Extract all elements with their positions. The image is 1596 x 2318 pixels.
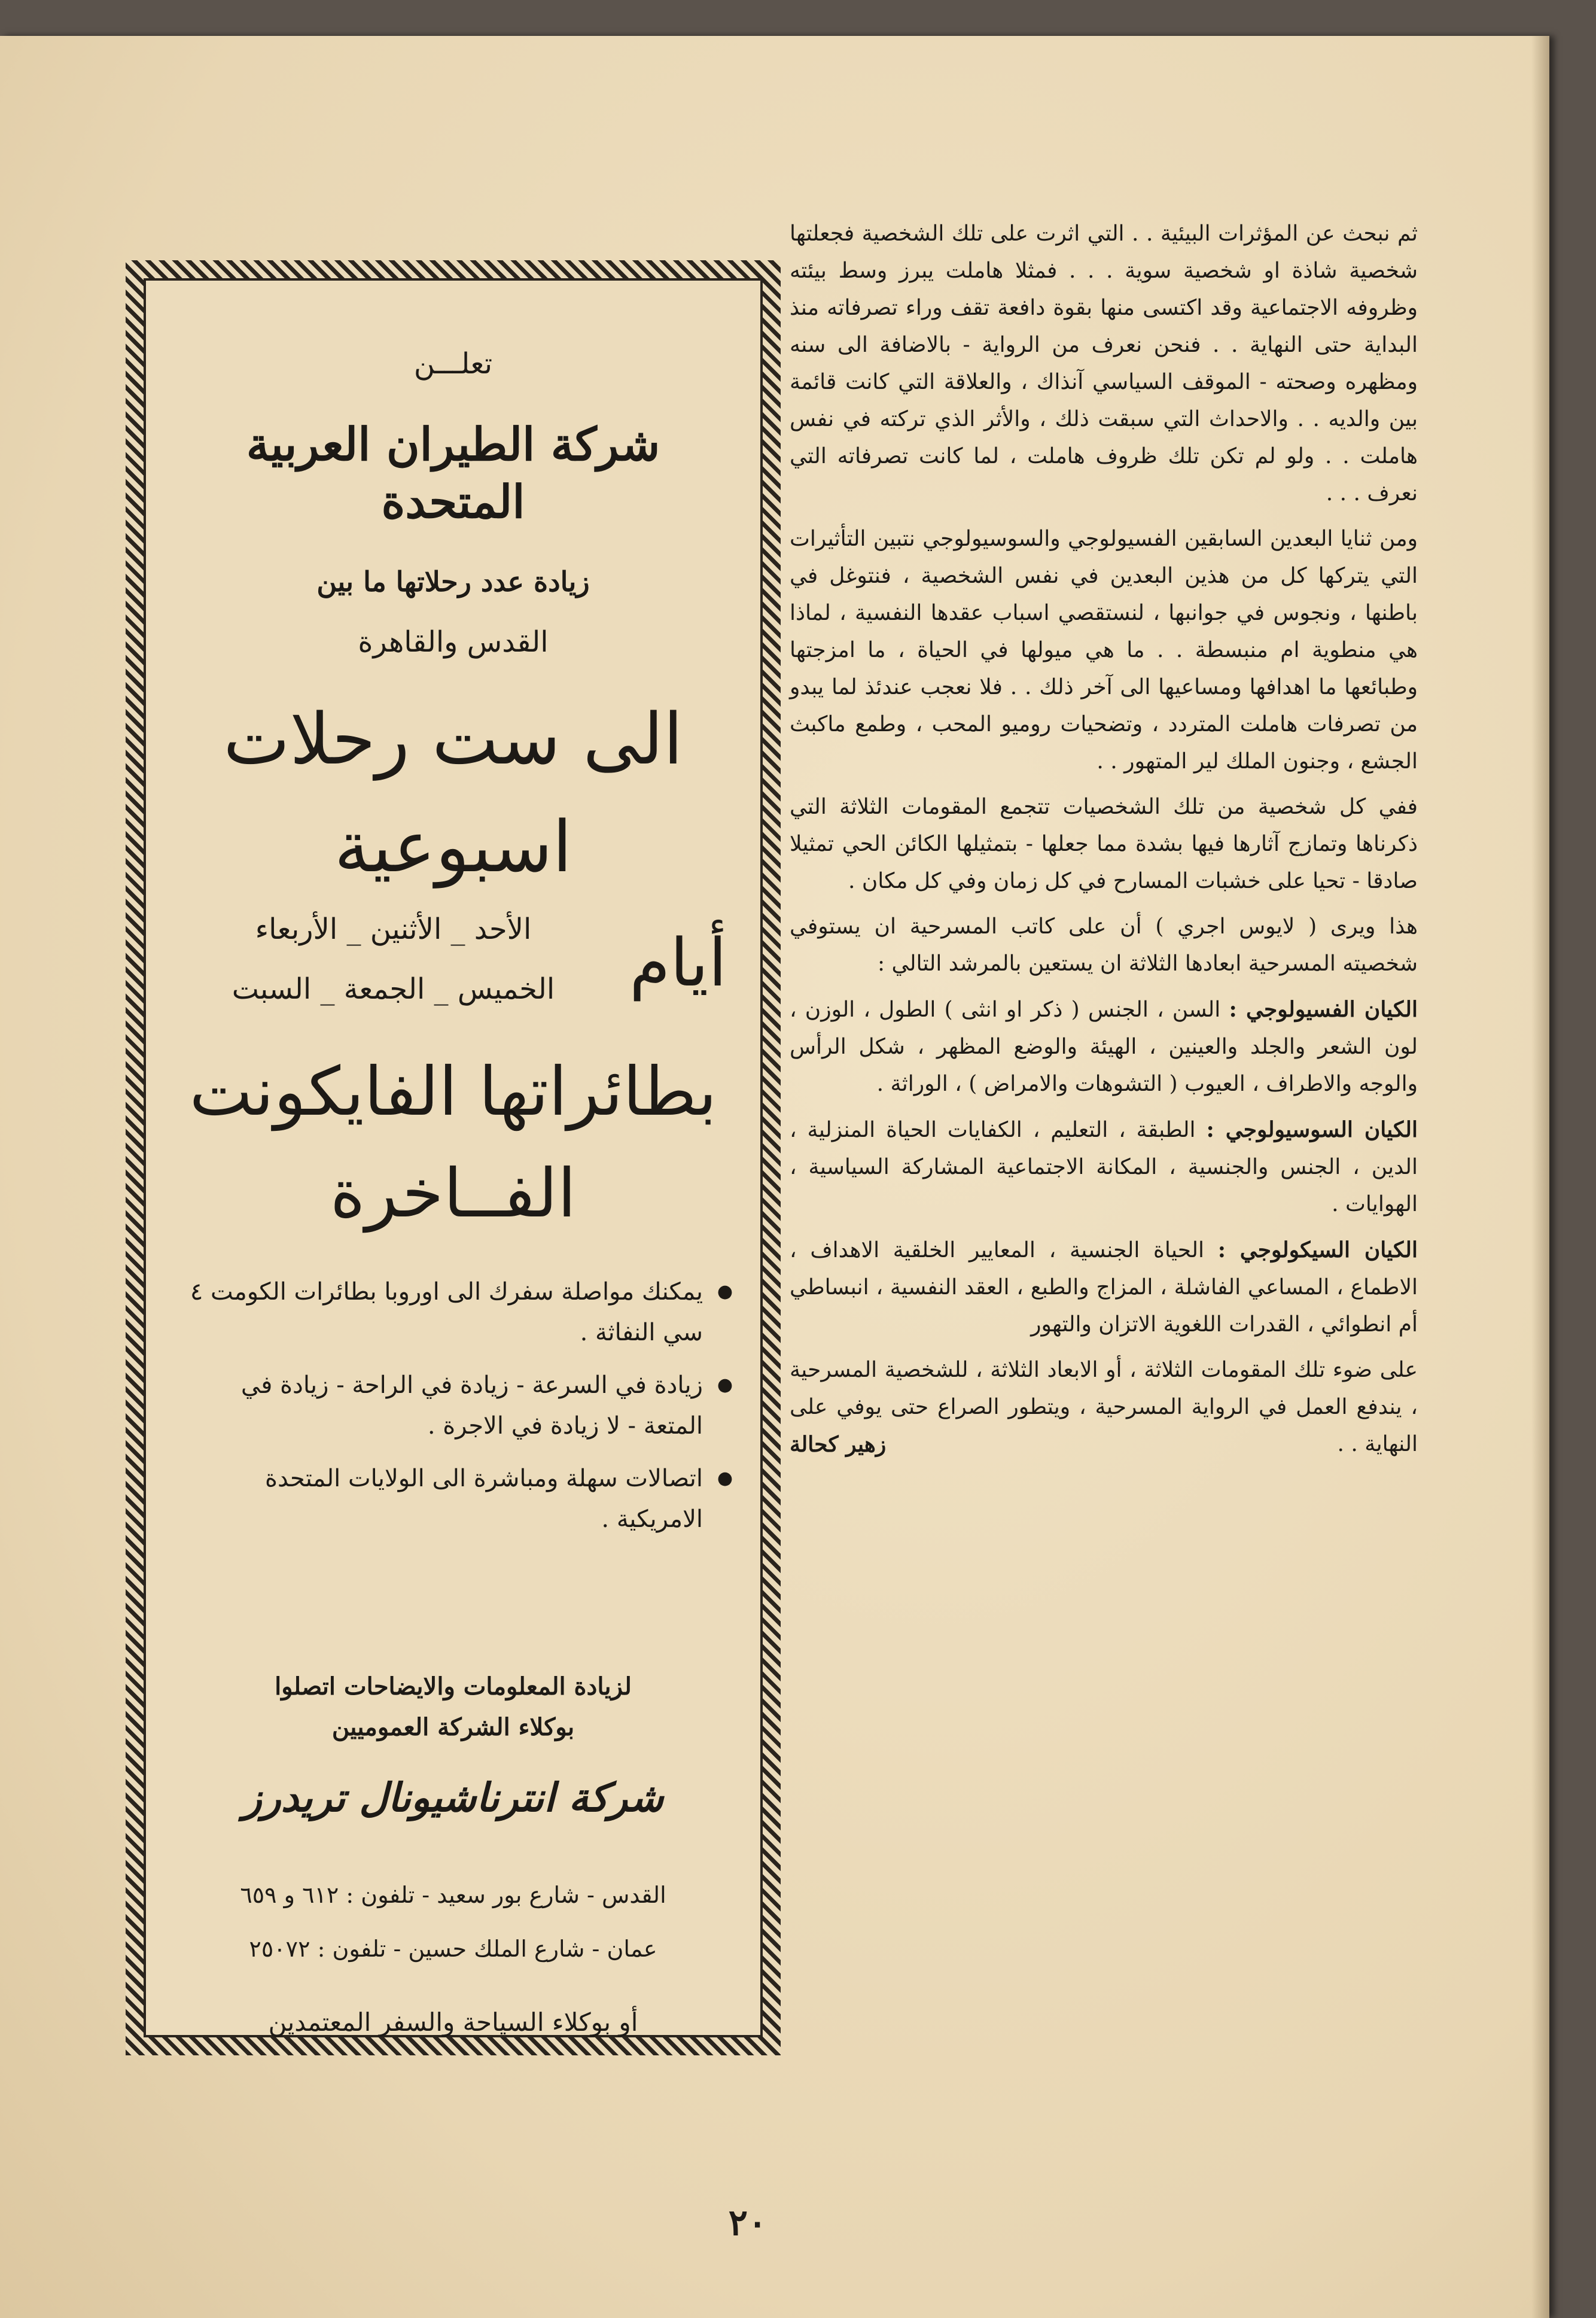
physiological-text: السن ، الجنس ( ذكر او انثى ) الطول ، الوزن ، لون الشعر والجلد والعينين ، الهيئة والوضع المظهر ، شكل الرأس والوجه والاطراف ، العيوب ( التشوهات والامراض ) ، الوراثة . (790, 997, 1418, 1096)
magazine-page (0, 36, 1549, 2318)
ad-weekly: اسبوعية (334, 805, 572, 888)
physiological-heading: الكيان الفسيولوجي : (1229, 997, 1418, 1022)
ad-info (144, 1666, 763, 1748)
page-spine-shadow (1531, 36, 1549, 2318)
article-paragraph: ومن ثنايا البعدين السابقين الفسيولوجي والسوسيولوجي نتبين التأثيرات التي يتركها كل من هذين البعدين في نفس الشخصية ، فنتوغل في باطنها ، ونجوس في جوانبها ، لنستقصي اسباب عقدها النفسية ، لماذا هي منطوية ام منبسطة . . ما هي ميولها في الحياة ، ما امزجتها وطبائعها ما اهدافها ومساعيها الى آخر ذلك . . فلا نعجب عندئذ لما يبدو من تصرفات هاملت المتردد ، وتضحيات روميو المحب ، وطمع ماكبث الجشع ، وجنون الملك لير المتهور . . (790, 527, 1418, 774)
ad-bullet: ● اتصالات سهلة ومباشرة الى الولايات المتحدة الامريكية . (179, 1458, 733, 1540)
author-name: زهير كحالة (790, 1432, 887, 1457)
ad-six-flights: الى ست رحلات (223, 698, 683, 780)
sociological-text: الطبقة ، التعليم ، الكفايات الحياة المنزلية ، الدين ، الجنس والجنسية ، المكانة الاجتماعية المشاركة السياسية ، الهوايات . (790, 1118, 1418, 1216)
ad-days-row2: الخميس _ الجمعة _ السبت (232, 972, 555, 1006)
sociological-section (790, 1111, 1418, 1223)
psychological-heading: الكيان السيكولوجي : (1217, 1237, 1418, 1263)
physiological-section (790, 991, 1418, 1103)
article-paragraph (790, 1352, 1418, 1463)
ad-company-line2: المتحدة (381, 475, 525, 528)
article-paragraph: ثم نبحث عن المؤثرات البيئية . . التي اثرت على تلك الشخصية فجعلتها شخصية شاذة او شخصية سوية . . . فمثلا هاملت يبرز وسط بيئته وظروفه الاجتماعية وقد اكتسى منها بقوة دافعة تقف وراء تصرفاته منذ البداية حتى النهاية . . فنحن نعرف من الرواية - بالاضافة الى سنه ومظهره وصحته - الموقف السياسي آنذاك ، والعلاقة التي كانت قائمة بين والديه . . والاحداث التي سبقت ذلك ، والأثر الذي تركته في نفس هاملت . . ولو لم تكن تلك ظروف هاملت ، لما كانت تصرفاته التي نعرف . . . (790, 221, 1418, 506)
page-number: ٢٠ (728, 2202, 767, 2244)
ad-info-line1: لزيادة المعلومات والايضاحات اتصلوا (275, 1672, 632, 1701)
ad-cities: القدس والقاهرة (358, 625, 549, 659)
psychological-section (790, 1231, 1418, 1343)
ad-announce: تعلـــن (413, 347, 493, 381)
ad-planes: بطائراتها الفايكونت (189, 1053, 717, 1131)
ad-content (144, 278, 763, 2037)
sociological-heading: الكيان السوسيولوجي : (1206, 1117, 1418, 1142)
ad-bullet-list (179, 1271, 733, 1552)
ad-address-amman: عمان - شارع الملك حسين - تلفون : ٢٥٠٧٢ (249, 1936, 657, 1962)
ad-info-line2: بوكلاء الشركة العموميين (331, 1713, 575, 1741)
ad-company-name (144, 416, 763, 531)
ad-travel-agents: أو بوكلاء السياحة والسفر المعتمدين (268, 2007, 638, 2037)
article-paragraph: هذا ويرى ( لايوس اجري ) أن على كاتب المسرحية ان يستوفي شخصيته المسرحية ابعادها الثلاثة ان يستعين بالمرشد التالي : (790, 914, 1418, 976)
ad-company-line1: شركة الطيران العربية (246, 418, 660, 471)
ad-days-block (179, 906, 727, 1026)
closing-text: على ضوء تلك المقومات الثلاثة ، أو الابعاد الثلاثة ، للشخصية المسرحية ، يندفع العمل في الرواية المسرحية ، ويتطور الصراع حتى يوفي على النهاية . . (790, 1358, 1418, 1456)
ad-agent-company: شركة انترناشيونال تريدرز (242, 1774, 664, 1821)
ad-address-jerusalem: القدس - شارع بور سعيد - تلفون : ٦١٢ و ٦٥٩ (240, 1882, 666, 1908)
psychological-text: الحياة الجنسية ، المعايير الخلقية الاهداف ، الاطماع ، المساعي الفاشلة ، المزاج والطبع ، العقد النفسية ، انبساطي أم انطوائي ، القدرات اللغوية الاتزان والتهور (790, 1238, 1418, 1337)
article-column (790, 215, 1418, 2262)
ad-days-row1: الأحد _ الأثنين _ الأربعاء (255, 912, 532, 946)
ad-days-label: أيام (629, 924, 727, 1001)
airline-advertisement (126, 260, 781, 2055)
ad-luxury: الفــاخرة (330, 1155, 577, 1233)
ad-bullet: ● زيادة في السرعة - زيادة في الراحة - زيادة في المتعة - لا زيادة في الاجرة . (179, 1365, 733, 1446)
ad-bullet: ● يمكنك مواصلة سفرك الى اوروبا بطائرات الكومت ٤ سي النفاثة . (179, 1271, 733, 1353)
ad-increase-text: زيادة عدد رحلاتها ما بين (316, 565, 590, 598)
article-paragraph: ففي كل شخصية من تلك الشخصيات تتجمع المقومات الثلاثة التي ذكرناها وتمازج آثارها فيها بشدة مما جعلها - بتمثيلها الكائن الحي تمثيلا صادقا - تحيا على خشبات المسارح في كل زمان وفي كل مكان . (790, 795, 1418, 893)
